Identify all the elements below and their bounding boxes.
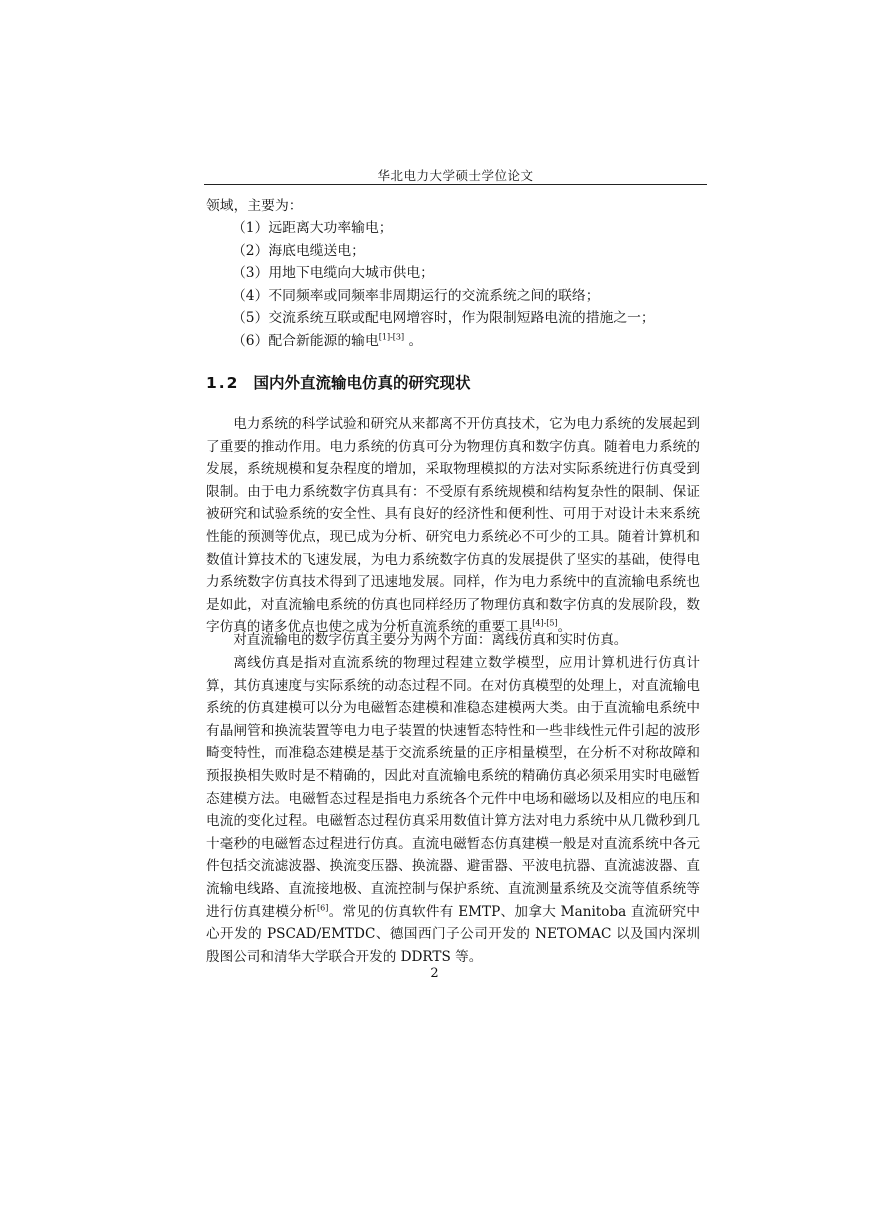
list-item-6-tail: 。 <box>404 333 423 349</box>
citation-ref: [1]-[3] <box>378 332 405 342</box>
page-number: 2 <box>430 966 439 981</box>
list-item-4: （4）不同频率或同频率非周期运行的交流系统之间的联络； <box>232 288 600 304</box>
list-item-6 <box>232 330 422 352</box>
list-item-6-text: （6）配合新能源的输电 <box>232 333 379 349</box>
paragraph-2: 对直流输电的数字仿真主要分为两个方面：离线仿真和实时仿真。 <box>233 632 628 648</box>
list-item-3: （3）用地下电缆向大城市供电； <box>232 265 434 281</box>
paragraph-3-tail: 。常见的仿真软件有 EMTP、加拿大 Manitoba 直流研究中心开发的 PSCAD/EMTDC、德国西门子公司开发的 NETOMAC 以及国内深圳殷图公司和清华大学联合开发的 DDRTS 等。 <box>206 903 700 965</box>
list-item-5: （5）交流系统互联或配电网增容时，作为限制短路电流的措施之一； <box>232 310 655 326</box>
list-item-2: （2）海底电缆送电； <box>232 243 365 259</box>
paragraph-3 <box>206 652 700 968</box>
running-header: 华北电力大学硕士学位论文 <box>377 168 534 183</box>
list-item-1: （1）远距离大功率输电； <box>232 220 393 236</box>
paragraph-3-text: 离线仿真是指对直流系统的物理过程建立数学模型，应用计算机进行仿真计算，其仿真速度与实际系统的动态过程不同。在对仿真模型的处理上，对直流输电系统的仿真建模可以分为电磁暂态建模和准稳态建模两大类。由于直流输电系统中有晶闸管和换流装置等电力电子装置的快速暂态特性和一些非线性元件引起的波形畸变特性，而准稳态建模是基于交流系统量的正序相量模型，在分析不对称故障和预报换相失败时是不精确的，因此对直流输电系统的精确仿真必须采用实时电磁暂态建模方法。电磁暂态过程是指电力系统各个元件中电场和磁场以及相应的电压和电流的变化过程。电磁暂态过程仿真采用数值计算方法对电力系统中从几微秒到几十毫秒的电磁暂态过程进行仿真。直流电磁暂态仿真建模一般是对直流系统中各元件包括交流滤波器、换流变压器、换流器、避雷器、平波电抗器、直流滤波器、直流输电线路、直流接地极、直流控制与保护系统、直流测量系统及交流等值系统等进行仿真建模分析 <box>206 655 700 920</box>
section-number: 1.2 <box>206 374 240 392</box>
header-rule <box>204 184 707 185</box>
section-heading <box>206 371 470 393</box>
paragraph-1 <box>206 413 700 639</box>
paragraph-1-text: 电力系统的科学试验和研究从来都离不开仿真技术，它为电力系统的发展起到了重要的推动作用。电力系统的仿真可分为物理仿真和数字仿真。随着电力系统的发展，系统规模和复杂程度的增加，采取物理模拟的方法对实际系统进行仿真受到限制。由于电力系统数字仿真具有：不受原有系统规模和结构复杂性的限制、保证被研究和试验系统的安全性、具有良好的经济性和便利性、可用于对设计未来系统性能的预测等优点，现已成为分析、研究电力系统必不可少的工具。随着计算机和数值计算技术的飞速发展，为电力系统数字仿真的发展提供了坚实的基础，使得电力系统数字仿真技术得到了迅速地发展。同样，作为电力系统中的直流输电系统也是如此，对直流输电系统的仿真也同样经历了物理仿真和数字仿真的发展阶段，数字仿真的诸多优点也使之成为分析直流系统的重要工具 <box>206 416 700 636</box>
paragraph-1-tail: 。 <box>557 619 572 636</box>
section-title: 国内外直流输电仿真的研究现状 <box>253 374 471 392</box>
citation-ref: [6] <box>317 903 329 912</box>
citation-ref: [4]-[5] <box>532 618 558 628</box>
intro-line: 领域，主要为： <box>206 198 303 214</box>
